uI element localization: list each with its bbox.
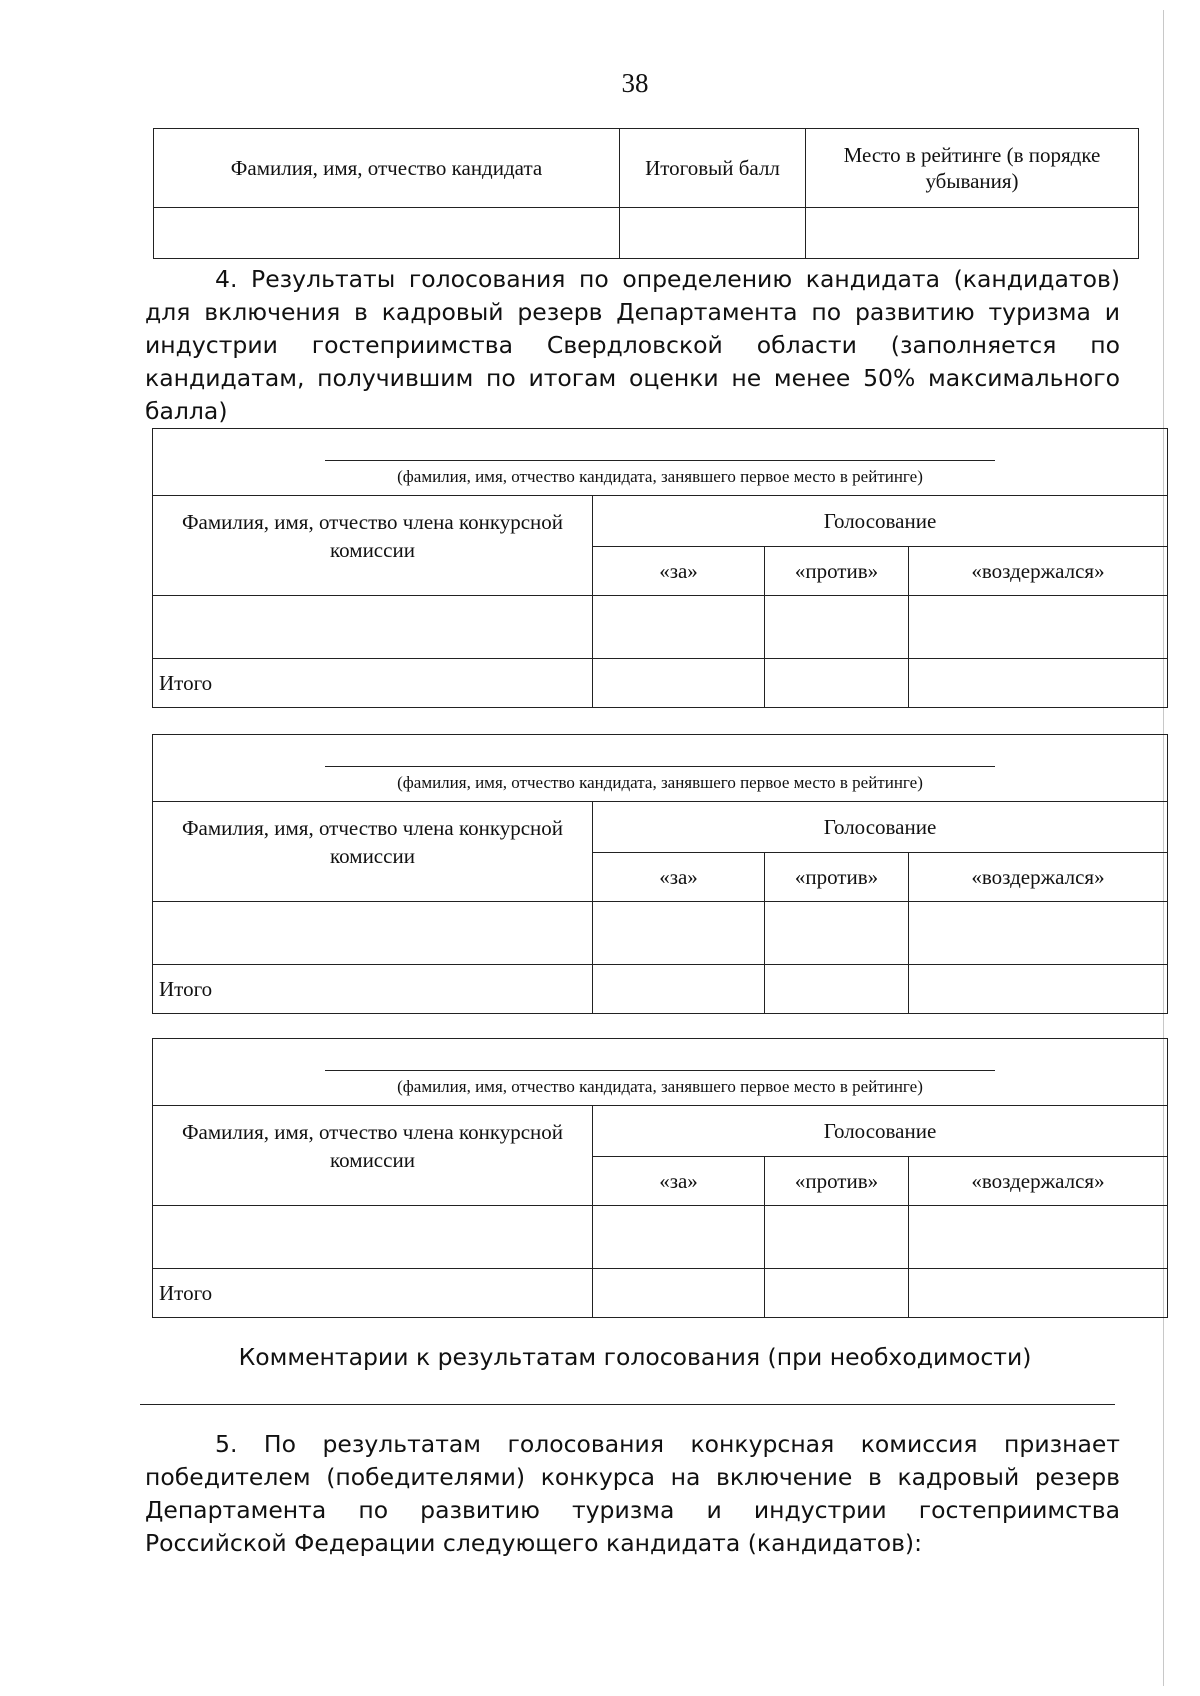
candidate-name-line[interactable] bbox=[325, 1070, 995, 1071]
table-row bbox=[153, 596, 1168, 659]
total-label: Итого bbox=[153, 659, 593, 708]
total-label: Итого bbox=[153, 965, 593, 1014]
vote-option-abstain: «воздержался» bbox=[909, 853, 1168, 902]
rating-header-score: Итоговый балл bbox=[620, 129, 806, 208]
vote-abstain-cell[interactable] bbox=[909, 902, 1168, 965]
candidate-caption: (фамилия, имя, отчество кандидата, занявшего первое место в рейтинге) bbox=[397, 1077, 923, 1096]
vote-option-abstain: «воздержался» bbox=[909, 1157, 1168, 1206]
rating-cell-score[interactable] bbox=[620, 208, 806, 259]
voting-header: Голосование bbox=[593, 496, 1168, 547]
total-row bbox=[153, 1269, 1168, 1318]
total-abstain-cell[interactable] bbox=[909, 1269, 1168, 1318]
vote-option-against: «против» bbox=[765, 853, 909, 902]
rating-table-header bbox=[154, 129, 1139, 208]
total-for-cell[interactable] bbox=[593, 659, 765, 708]
vote-option-for: «за» bbox=[593, 547, 765, 596]
candidate-caption: (фамилия, имя, отчество кандидата, занявшего первое место в рейтинге) bbox=[397, 467, 923, 486]
candidate-name-line[interactable] bbox=[325, 766, 995, 767]
vote-table-1 bbox=[152, 428, 1168, 708]
candidate-name-line[interactable] bbox=[325, 460, 995, 461]
vote-option-for: «за» bbox=[593, 853, 765, 902]
voting-header: Голосование bbox=[593, 1106, 1168, 1157]
vote-option-against: «против» bbox=[765, 1157, 909, 1206]
total-label: Итого bbox=[153, 1269, 593, 1318]
section-4-text: 4. Результаты голосования по определению кандидата (кандидатов) для включения в кадровый резерв Департамента по развитию туризма и индустрии гостеприимства Свердловской области (заполняется по кандидатам, получившим по итогам оценки не менее 50% максимального балла) bbox=[145, 265, 1120, 425]
vote-for-cell[interactable] bbox=[593, 902, 765, 965]
rating-cell-place[interactable] bbox=[806, 208, 1139, 259]
member-header: Фамилия, имя, отчество члена конкурсной комиссии bbox=[153, 496, 593, 596]
voting-header: Голосование bbox=[593, 802, 1168, 853]
total-against-cell[interactable] bbox=[765, 1269, 909, 1318]
comments-label: Комментарии к результатам голосования (при необходимости) bbox=[238, 1343, 1032, 1371]
member-header: Фамилия, имя, отчество члена конкурсной комиссии bbox=[153, 1106, 593, 1206]
vote-abstain-cell[interactable] bbox=[909, 1206, 1168, 1269]
vote-for-cell[interactable] bbox=[593, 596, 765, 659]
candidate-row bbox=[153, 735, 1168, 802]
vote-option-against: «против» bbox=[765, 547, 909, 596]
total-against-cell[interactable] bbox=[765, 965, 909, 1014]
section-5-text: 5. По результатам голосования конкурсная комиссия признает победителем (победителями) конкурса на включение в кадровый резерв Департамента по развитию туризма и индустрии гостеприимства Российской Федерации следующего кандидата (кандидатов): bbox=[145, 1430, 1120, 1557]
member-name-cell[interactable] bbox=[153, 596, 593, 659]
total-row bbox=[153, 965, 1168, 1014]
page-number: 38 bbox=[621, 68, 649, 98]
candidate-row bbox=[153, 1039, 1168, 1106]
rating-table-row bbox=[154, 208, 1139, 259]
vote-table-2 bbox=[152, 734, 1168, 1014]
vote-abstain-cell[interactable] bbox=[909, 596, 1168, 659]
member-name-cell[interactable] bbox=[153, 902, 593, 965]
vote-option-for: «за» bbox=[593, 1157, 765, 1206]
table-row bbox=[153, 1206, 1168, 1269]
rating-cell-fio[interactable] bbox=[154, 208, 620, 259]
table-row bbox=[153, 902, 1168, 965]
total-for-cell[interactable] bbox=[593, 1269, 765, 1318]
total-abstain-cell[interactable] bbox=[909, 965, 1168, 1014]
total-against-cell[interactable] bbox=[765, 659, 909, 708]
rating-header-place: Место в рейтинге (в порядке убывания) bbox=[806, 129, 1139, 208]
member-name-cell[interactable] bbox=[153, 1206, 593, 1269]
candidate-caption: (фамилия, имя, отчество кандидата, занявшего первое место в рейтинге) bbox=[397, 773, 923, 792]
rating-table bbox=[153, 128, 1139, 259]
vote-against-cell[interactable] bbox=[765, 596, 909, 659]
member-header: Фамилия, имя, отчество члена конкурсной комиссии bbox=[153, 802, 593, 902]
vote-table-3 bbox=[152, 1038, 1168, 1318]
comments-line[interactable] bbox=[140, 1404, 1115, 1405]
vote-option-abstain: «воздержался» bbox=[909, 547, 1168, 596]
total-abstain-cell[interactable] bbox=[909, 659, 1168, 708]
rating-header-fio: Фамилия, имя, отчество кандидата bbox=[154, 129, 620, 208]
vote-for-cell[interactable] bbox=[593, 1206, 765, 1269]
candidate-row bbox=[153, 429, 1168, 496]
vote-against-cell[interactable] bbox=[765, 1206, 909, 1269]
total-for-cell[interactable] bbox=[593, 965, 765, 1014]
total-row bbox=[153, 659, 1168, 708]
vote-against-cell[interactable] bbox=[765, 902, 909, 965]
